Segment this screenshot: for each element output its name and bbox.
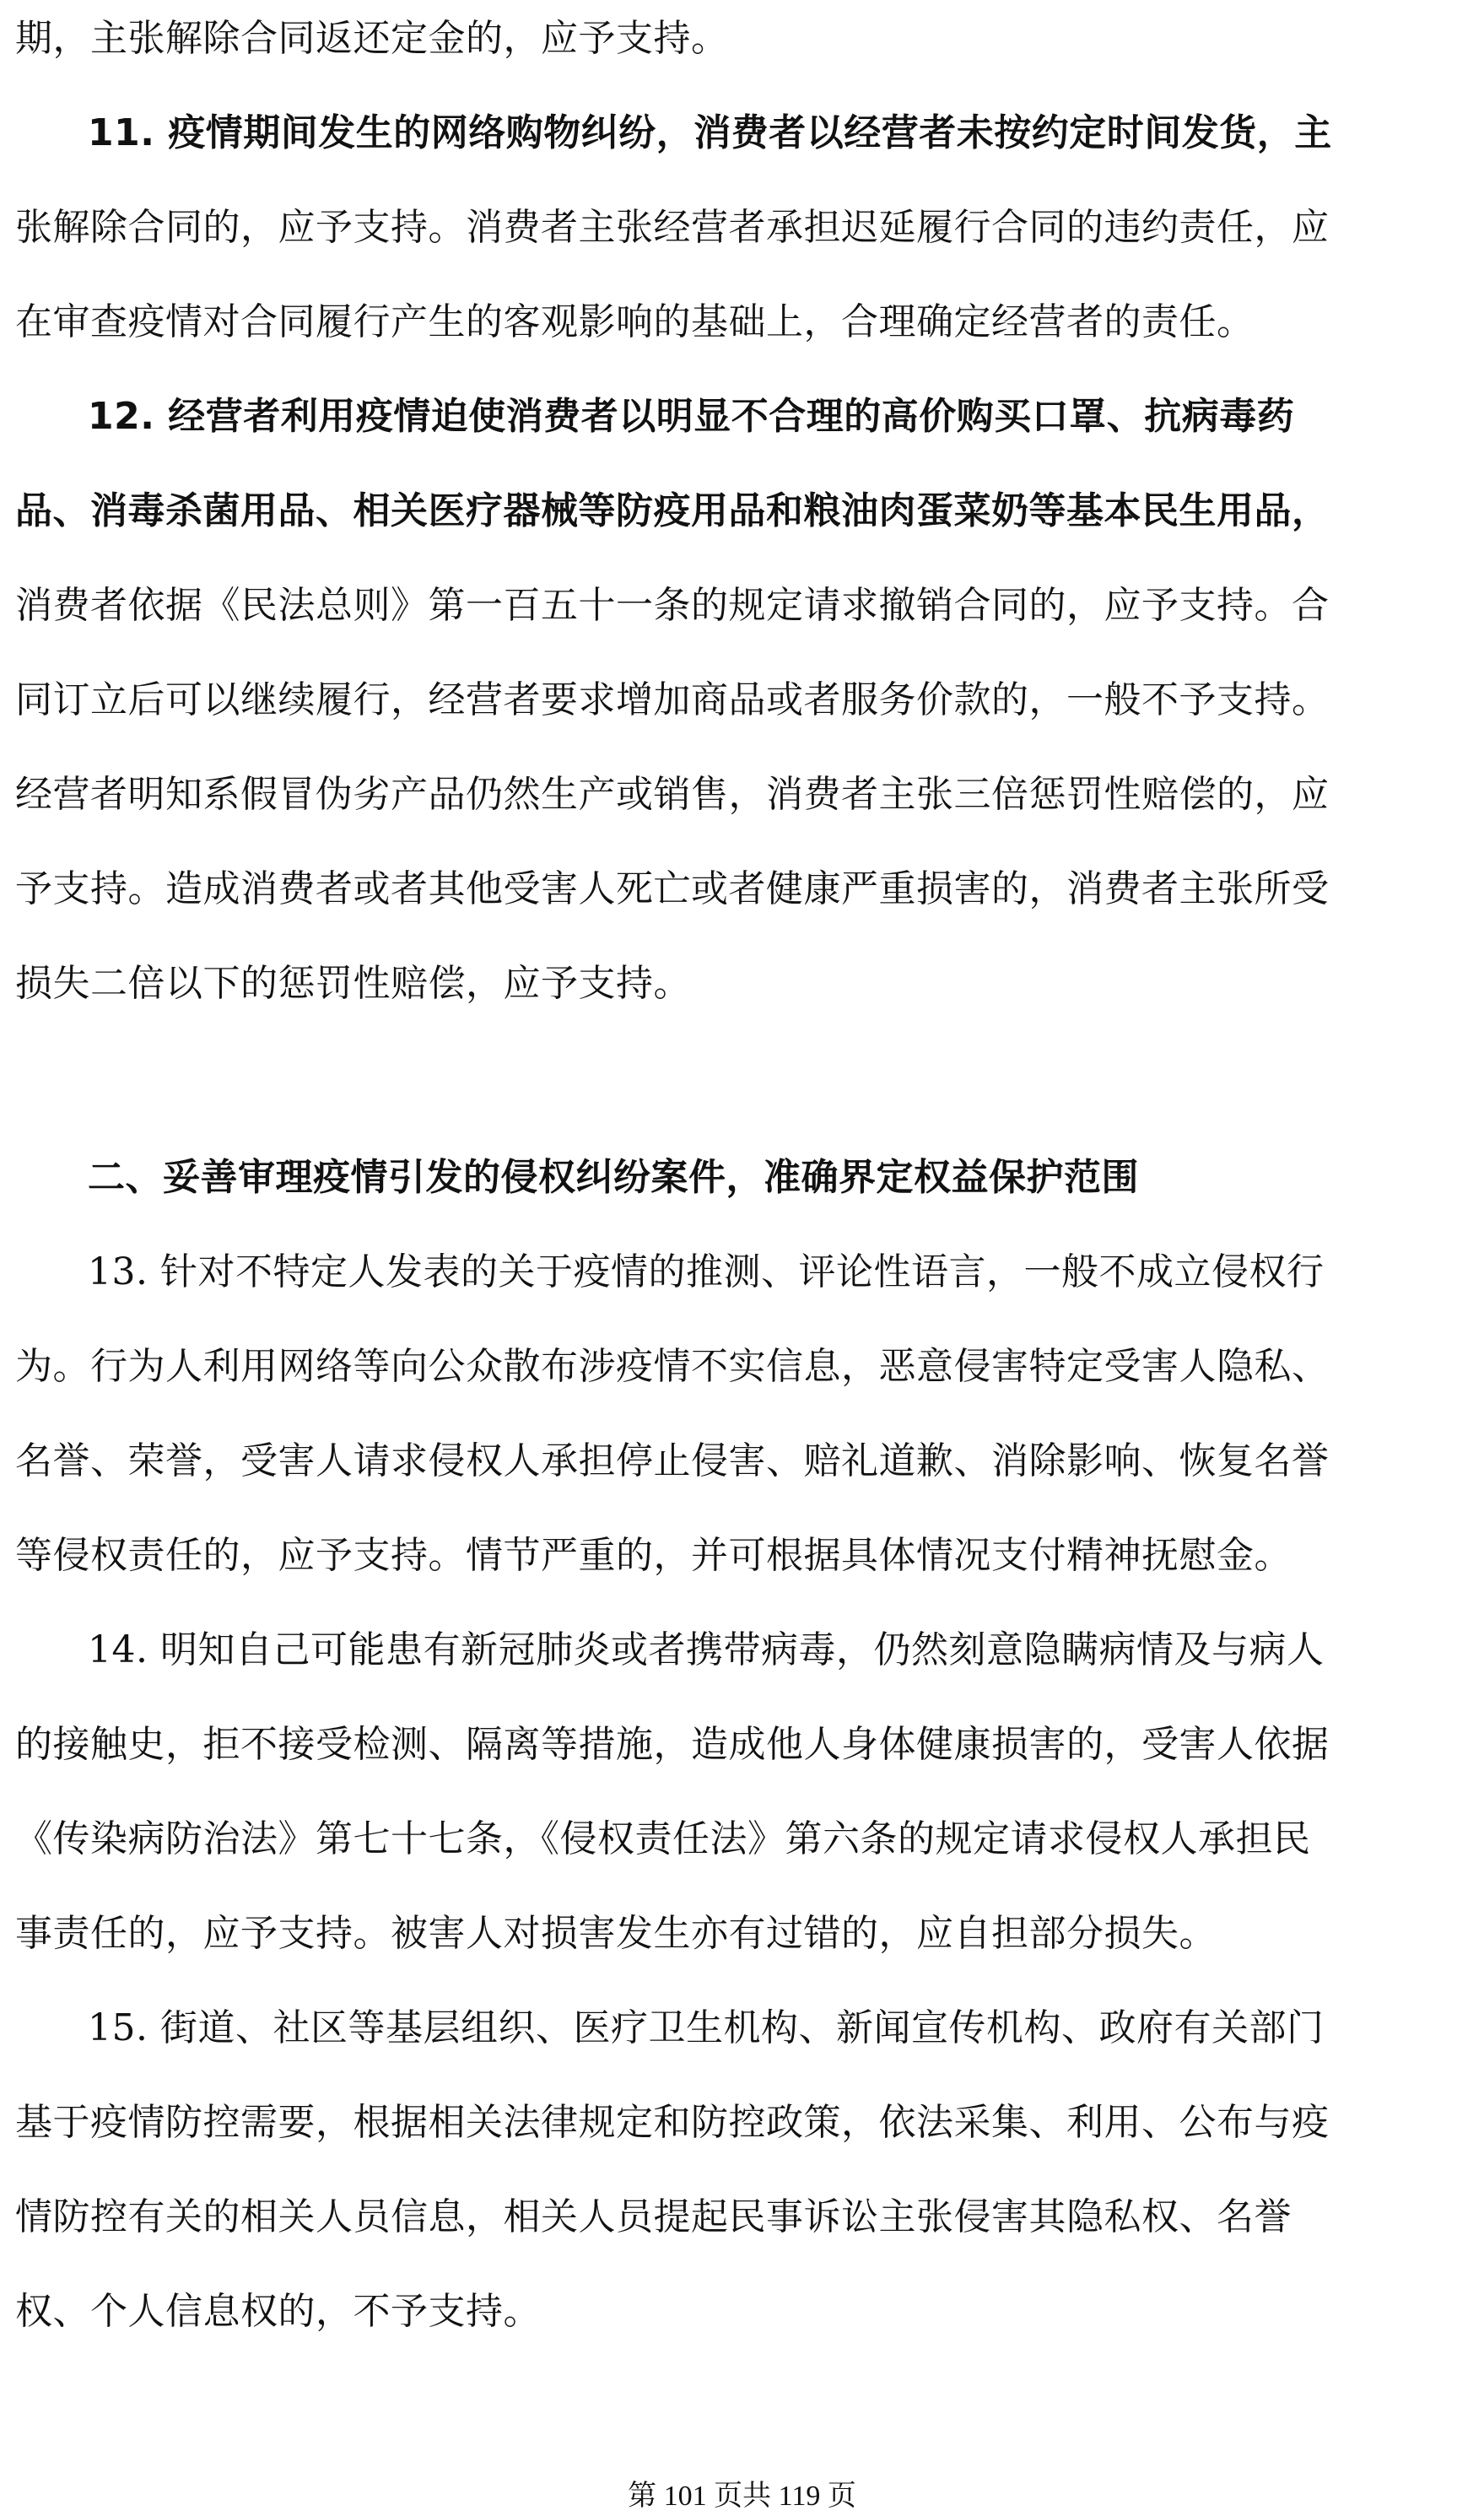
page-number-footer: 第 101 页共 119 页 — [628, 2481, 856, 2512]
paragraph-line: 事责任的，应予支持。被害人对损害发生亦有过错的，应自担部分损失。 — [15, 1912, 1217, 1955]
paragraph-line: 品、消毒杀菌用品、相关医疗器械等防疫用品和粮油肉蛋菜奶等基本民生用品， — [15, 489, 1330, 532]
paragraph-line: 14. 明知自己可能患有新冠肺炎或者携带病毒，仍然刻意隐瞒病情及与病人 — [88, 1628, 1325, 1671]
paragraph-line: 同订立后可以继续履行，经营者要求增加商品或者服务价款的，一般不予支持。 — [15, 678, 1330, 721]
paragraph-line: 15. 街道、社区等基层组织、医疗卫生机构、新闻宣传机构、政府有关部门 — [88, 2006, 1325, 2049]
paragraph-line: 为。行为人利用网络等向公众散布涉疫情不实信息，恶意侵害特定受害人隐私、 — [15, 1345, 1330, 1388]
paragraph-line: 张解除合同的，应予支持。消费者主张经营者承担迟延履行合同的违约责任，应 — [15, 206, 1330, 249]
paragraph-line: 13. 针对不特定人发表的关于疫情的推测、评论性语言，一般不成立侵权行 — [88, 1250, 1325, 1293]
paragraph-line: 在审查疫情对合同履行产生的客观影响的基础上，合理确定经营者的责任。 — [15, 300, 1255, 343]
paragraph-line: 12. 经营者利用疫情迫使消费者以明显不合理的高价购买口罩、抗病毒药 — [88, 395, 1295, 438]
paragraph-line: 予支持。造成消费者或者其他受害人死亡或者健康严重损害的，消费者主张所受 — [15, 867, 1330, 910]
paragraph-line: 名誉、荣誉，受害人请求侵权人承担停止侵害、赔礼道歉、消除影响、恢复名誉 — [15, 1439, 1330, 1482]
paragraph-line: 期，主张解除合同返还定金的，应予支持。 — [15, 17, 729, 60]
section-heading: 二、妥善审理疫情引发的侵权纠纷案件，准确界定权益保护范围 — [88, 1156, 1139, 1199]
paragraph-line: 的接触史，拒不接受检测、隔离等措施，造成他人身体健康损害的，受害人依据 — [15, 1723, 1330, 1766]
paragraph-line: 等侵权责任的，应予支持。情节严重的，并可根据具体情况支付精神抚慰金。 — [15, 1534, 1292, 1577]
paragraph-line: 基于疫情防控需要，根据相关法律规定和防控政策，依法采集、利用、公布与疫 — [15, 2101, 1330, 2144]
paragraph-line: 经营者明知系假冒伪劣产品仍然生产或销售，消费者主张三倍惩罚性赔偿的，应 — [15, 773, 1330, 816]
paragraph-line: 损失二倍以下的惩罚性赔偿，应予支持。 — [15, 962, 691, 1005]
paragraph-line: 情防控有关的相关人员信息，相关人员提起民事诉讼主张侵害其隐私权、名誉 — [15, 2195, 1292, 2238]
paragraph-line: 权、个人信息权的，不予支持。 — [15, 2290, 541, 2333]
paragraph-line: 消费者依据《民法总则》第一百五十一条的规定请求撤销合同的，应予支持。合 — [15, 584, 1330, 627]
paragraph-line: 11. 疫情期间发生的网络购物纠纷，消费者以经营者未按约定时间发货，主 — [88, 111, 1332, 154]
paragraph-line: 《传染病防治法》第七十七条，《侵权责任法》第六条的规定请求侵权人承担民 — [15, 1817, 1311, 1860]
